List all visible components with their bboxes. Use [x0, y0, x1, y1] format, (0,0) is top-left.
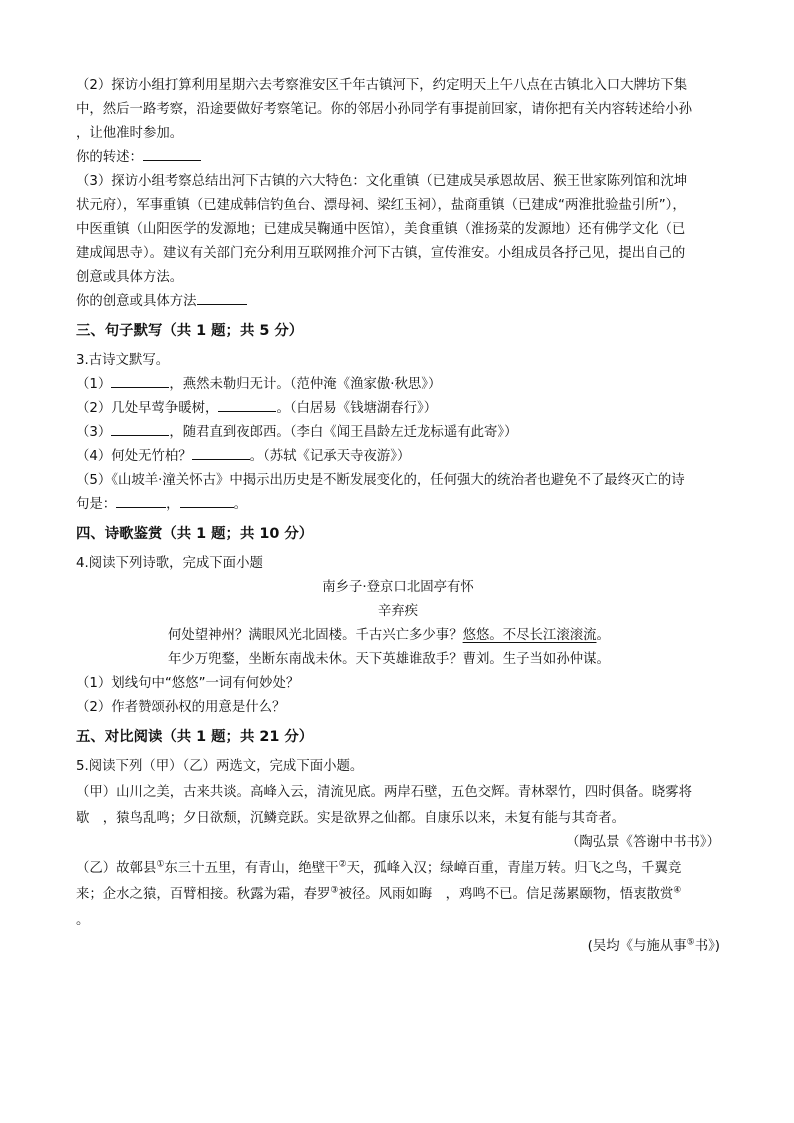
item-text: ，燕然未勒归无计。（范仲淹《渔家傲·秋思》） — [169, 377, 442, 392]
item-text: （4）何处无竹柏？ — [76, 449, 192, 464]
q2-answer-line — [76, 146, 720, 170]
poem-text: 。 — [596, 628, 610, 643]
answer-blank[interactable] — [192, 445, 250, 460]
recitation-item — [76, 445, 720, 469]
poem-text: 何处望神州？满眼风光北固楼。千古兴亡多少事？ — [168, 628, 463, 643]
item-text: ， — [166, 497, 180, 512]
passage-text: （乙）故鄣县 — [76, 861, 157, 876]
section-4 — [76, 519, 720, 720]
poem-author: 辛弃疾 — [377, 604, 419, 619]
q3-line: （3）探访小组考察总结出河下古镇的六大特色：文化重镇（已建成吴承恩故居、猴王世家陈列馆和沈坤 — [76, 174, 688, 189]
footnote-marker: ③ — [330, 885, 339, 896]
question-intro: 4.阅读下列诗歌，完成下面小题 — [76, 556, 263, 571]
sub-question: （2）作者赞颂孙权的用意是什么？ — [76, 700, 286, 715]
recitation-item — [76, 373, 720, 397]
answer-blank[interactable] — [218, 397, 276, 412]
passage-text: 天，孤峰入汉；绿嶂百重，青崖万转。归飞之鸟，千翼竞 — [346, 861, 682, 876]
question-2-block — [76, 74, 720, 170]
section-5 — [76, 722, 720, 959]
footnote-marker: ① — [156, 859, 165, 870]
item-text: 。（苏轼《记承天寺夜游》） — [249, 449, 411, 464]
passage-text: 东三十五里，有青山，绝壁干 — [164, 861, 339, 876]
passage-yi-line — [76, 857, 720, 881]
passage-yi-line: 。 — [76, 913, 90, 928]
poem-line — [76, 624, 720, 648]
poem-title: 南乡子·登京口北固亭有怀 — [322, 580, 474, 595]
recitation-item — [76, 493, 720, 517]
exam-page — [76, 74, 720, 959]
passage-text: 书》) — [694, 939, 720, 954]
passage-source — [76, 935, 720, 959]
item-text: （3） — [76, 425, 112, 440]
q3-line: 创意或具体方法。 — [76, 270, 184, 285]
item-text: 。（白居易《钱塘湖春行》） — [276, 401, 438, 416]
answer-blank[interactable] — [180, 493, 234, 508]
item-text: 。 — [233, 497, 247, 512]
passage-text: (吴均《与施从事 — [587, 939, 687, 954]
item-text: 句是： — [76, 497, 117, 512]
question-3-block — [76, 170, 720, 314]
answer-blank[interactable] — [111, 421, 169, 436]
recitation-item — [76, 421, 720, 445]
q2-line: ，让他准时参加。 — [76, 126, 184, 141]
answer-blank[interactable] — [143, 146, 201, 161]
section-heading: 四、诗歌鉴赏（共 1 题；共 10 分） — [76, 526, 314, 542]
section-heading: 三、句子默写（共 1 题；共 5 分） — [76, 323, 304, 339]
footnote-marker: ④ — [673, 885, 682, 896]
q3-line: 建成闻思寺）。建议有关部门充分利用互联网推介河下古镇，宣传淮安。小组成员各抒己见，提出自己的 — [76, 246, 686, 261]
answer-blank[interactable] — [197, 290, 247, 305]
question-intro: 5.阅读下列（甲）（乙）两选文，完成下面小题。 — [76, 759, 364, 774]
q3-answer-label: 你的创意或具体方法 — [76, 294, 197, 309]
passage-source: （陶弘景《答谢中书书》） — [566, 835, 720, 850]
q2-line: （2）探访小组打算利用星期六去考察淮安区千年古镇河下，约定明天上午八点在古镇北入口大牌坊下集 — [76, 78, 688, 93]
q3-answer-line — [76, 290, 720, 314]
passage-text: 来；企水之猿，百臂相接。秋露为霜，春罗 — [76, 887, 331, 902]
item-text: （1） — [76, 377, 112, 392]
q2-line: 中，然后一路考察，沿途要做好考察笔记。你的邻居小孙同学有事提前回家，请你把有关内容转述给小孙 — [76, 102, 692, 117]
answer-blank[interactable] — [111, 373, 169, 388]
q3-line: 状元府），军事重镇（已建成韩信钓鱼台、漂母祠、梁红玉祠），盐商重镇（已建成“两淮批验盐引所”）， — [76, 198, 686, 213]
passage-yi-line — [76, 883, 720, 907]
sub-question: （1）划线句中“悠悠”一词有何妙处？ — [76, 676, 300, 691]
item-text: （2）几处早莺争暖树， — [76, 401, 219, 416]
passage-jia-line: 歇 ，猿鸟乱鸣；夕日欲颓，沉鳞竞跃。实是欲界之仙都。自康乐以来，未复有能与其奇者。 — [76, 811, 626, 826]
recitation-item — [76, 397, 720, 421]
item-text: ，随君直到夜郎西。（李白《闻王昌龄左迁龙标遥有此寄》） — [169, 425, 518, 440]
question-intro: 3.古诗文默写。 — [76, 353, 170, 368]
footnote-marker: ② — [338, 859, 347, 870]
underlined-line: 悠悠。不尽长江滚滚流 — [462, 628, 597, 643]
recitation-item: （5）《山坡羊·潼关怀古》中揭示出历史是不断发展变化的，任何强大的统治者也避免不了最终灭亡的诗 — [76, 473, 685, 488]
footnote-marker: ⑤ — [686, 937, 695, 948]
section-3 — [76, 316, 720, 517]
q2-answer-label: 你的转述： — [76, 150, 143, 165]
passage-text: 被径。风雨如晦 ，鸡鸣不已。信足荡累颐物，悟衷散赏 — [338, 887, 674, 902]
section-heading: 五、对比阅读（共 1 题；共 21 分） — [76, 729, 314, 745]
q3-line: 中医重镇（山阳医学的发源地；已建成吴鞠通中医馆），美食重镇（淮扬菜的发源地）还有佛学文化（已 — [76, 222, 686, 237]
answer-blank[interactable] — [116, 493, 166, 508]
poem-line: 年少万兜鍪，坐断东南战未休。天下英雄谁敌手？曹刘。生子当如孙仲谋。 — [168, 652, 610, 667]
passage-jia-line: （甲）山川之美，古来共谈。高峰入云，清流见底。两岸石壁，五色交辉。青林翠竹，四时俱备。晓雾将 — [76, 785, 692, 800]
